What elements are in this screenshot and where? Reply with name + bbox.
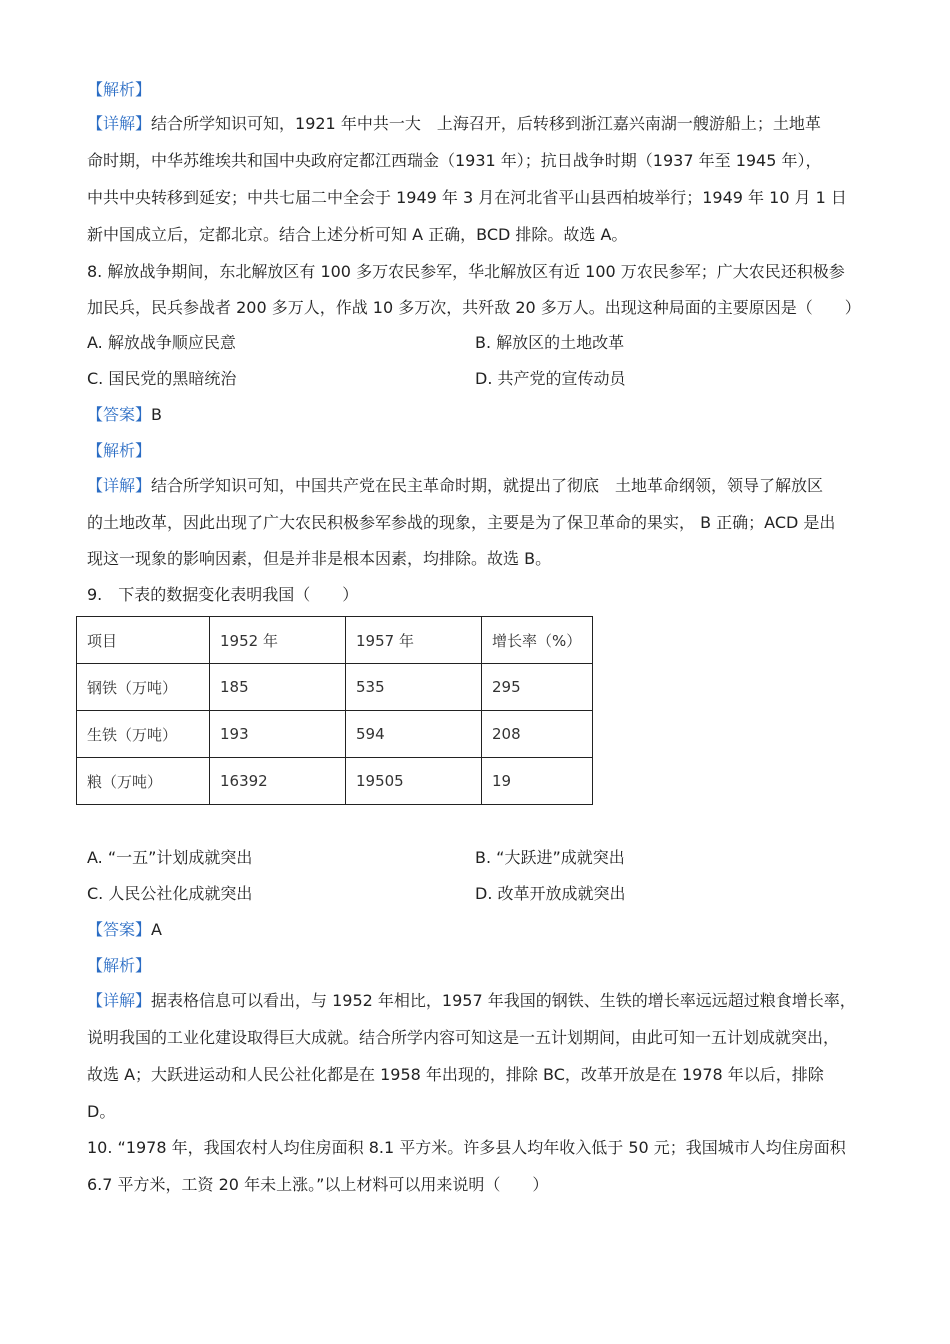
table-cell: 185: [210, 664, 346, 711]
q10-stem-line-1: 10. “1978 年，我国农村人均住房面积 8.1 平方米。许多县人均年收入低于 50 元；我国城市人均住房面积: [87, 1138, 846, 1157]
q9-analysis-tag: 【解析】: [87, 956, 152, 975]
q7-detail-tag: 【详解】: [87, 114, 152, 133]
q9-data-table: [76, 616, 593, 805]
q7-analysis-tag: 【解析】: [87, 80, 152, 99]
q8-stem-line-2: 加民兵，民兵参战者 200 多万人，作战 10 多万次，共歼敌 20 多万人。出现这种局面的主要原因是（ ）: [87, 298, 861, 317]
q9-answer-value: A: [151, 920, 162, 939]
q8-detail-tag: 【详解】: [87, 476, 152, 495]
table-cell: 19: [482, 758, 593, 805]
table-cell: 295: [482, 664, 593, 711]
q8-option-b: B. 解放区的土地改革: [475, 333, 625, 352]
table-header-cell: 增长率（%）: [482, 617, 593, 664]
q7-detail-line-4: 新中国成立后，定都北京。结合上述分析可知 A 正确，BCD 排除。故选 A。: [87, 225, 628, 244]
q8-option-d: D. 共产党的宣传动员: [475, 369, 626, 388]
q10-stem-line-2: 6.7 平方米，工资 20 年未上涨。”以上材料可以用来说明（ ）: [87, 1175, 549, 1194]
table-row: [77, 664, 593, 711]
q9-option-a: A. “一五”计划成就突出: [87, 848, 253, 867]
table-cell: 生铁（万吨）: [77, 711, 210, 758]
q8-answer-tag: 【答案】: [87, 405, 152, 424]
table-cell: 594: [346, 711, 482, 758]
table-header-cell: 1952 年: [210, 617, 346, 664]
q9-detail-line-1: 【详解】据表格信息可以看出，与 1952 年相比，1957 年我国的钢铁、生铁的增长率远远超过粮食增长率，: [87, 991, 856, 1010]
q9-answer-tag: 【答案】: [87, 920, 152, 939]
table-cell: 粮（万吨）: [77, 758, 210, 805]
q9-option-b: B. “大跃进”成就突出: [475, 848, 625, 867]
q8-option-c: C. 国民党的黑暗统治: [87, 369, 237, 388]
q8-answer: [87, 404, 162, 426]
q8-option-a: A. 解放战争顺应民意: [87, 333, 236, 352]
q8-detail-line-1: 【详解】结合所学知识可知，中国共产党在民主革命时期，就提出了彻底 土地革命纲领，领导了解放区: [87, 476, 824, 495]
q9-option-d: D. 改革开放成就突出: [475, 884, 626, 903]
q8-detail-line-2: 的土地改革，因此出现了广大农民积极参军参战的现象，主要是为了保卫革命的果实， B 正确；ACD 是出: [87, 513, 836, 532]
q9-detail-line-4: D。: [87, 1102, 116, 1121]
q9-detail-line-3: 故选 A；大跃进运动和人民公社化都是在 1958 年出现的，排除 BC，改革开放是在 1978 年以后，排除: [87, 1065, 824, 1084]
table-header-cell: 项目: [77, 617, 210, 664]
q8-answer-value: B: [151, 405, 162, 424]
q8-detail-line-3: 现这一现象的影响因素，但是并非是根本因素，均排除。故选 B。: [87, 549, 552, 568]
table-row: [77, 758, 593, 805]
table-cell: 钢铁（万吨）: [77, 664, 210, 711]
q9-detail-line-2: 说明我国的工业化建设取得巨大成就。结合所学内容可知这是一五计划期间，由此可知一五计划成就突出，: [87, 1028, 840, 1047]
table-header-row: [77, 617, 593, 664]
table-cell: 19505: [346, 758, 482, 805]
q9-option-c: C. 人民公社化成就突出: [87, 884, 253, 903]
table-cell: 16392: [210, 758, 346, 805]
q8-analysis-tag: 【解析】: [87, 441, 152, 460]
q7-detail-line-2: 命时期，中华苏维埃共和国中央政府定都江西瑞金（1931 年）；抗日战争时期（1937 年至 1945 年），: [87, 151, 822, 170]
table-cell: 193: [210, 711, 346, 758]
q8-stem-line-1: 8. 解放战争期间，东北解放区有 100 多万农民参军，华北解放区有近 100 万农民参军；广大农民还积极参: [87, 262, 845, 281]
table-cell: 535: [346, 664, 482, 711]
q7-detail-line-1: 【详解】结合所学知识可知，1921 年中共一大 上海召开，后转移到浙江嘉兴南湖一艘游船上；土地革: [87, 114, 821, 133]
q7-detail-line-3: 中共中央转移到延安；中共七届二中全会于 1949 年 3 月在河北省平山县西柏坡举行；1949 年 10 月 1 日: [87, 188, 847, 207]
table-cell: 208: [482, 711, 593, 758]
q9-answer: [87, 919, 162, 941]
table-header-cell: 1957 年: [346, 617, 482, 664]
table-row: [77, 711, 593, 758]
q9-detail-tag: 【详解】: [87, 991, 152, 1010]
q9-stem: 9. 下表的数据变化表明我国（ ）: [87, 585, 359, 604]
